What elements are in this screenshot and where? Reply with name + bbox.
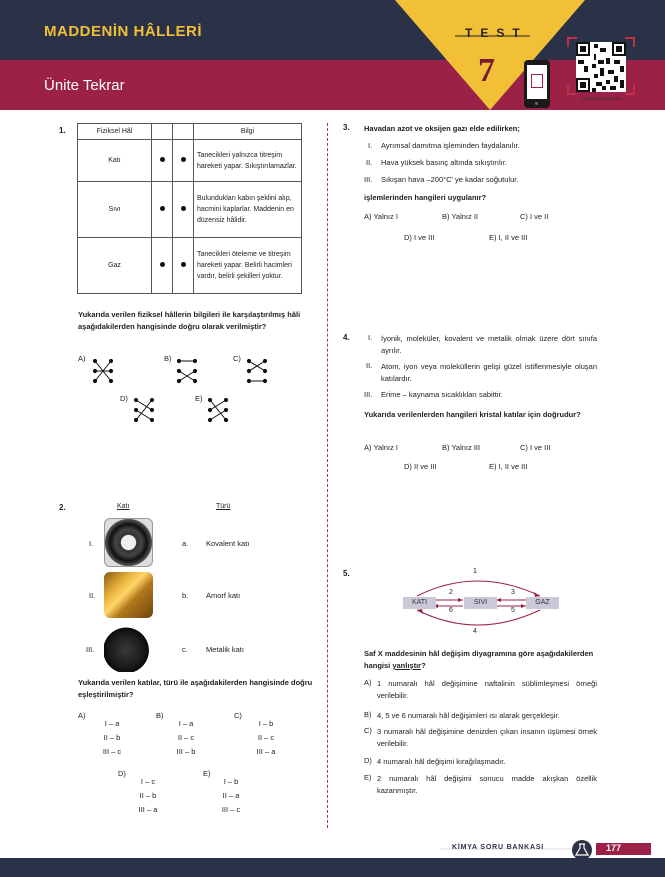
q2-type: Amorf katı (206, 591, 241, 600)
q2-option-line: I – b (258, 719, 274, 728)
q1-option-label[interactable]: A) (78, 354, 86, 363)
gold-bars-image (104, 572, 153, 618)
q1-option-d-diagram[interactable] (133, 397, 155, 423)
q3-option[interactable]: C) I ve II (520, 212, 549, 221)
q4-question: Yukarıda verilenlerden hangileri kristal katılar için doğrudur? (364, 410, 581, 419)
q1-question: Yukarıda verilen fiziksel hâllerin bilgileri ile karşılaştırılmış hâli aşağıdakilerden hangisinde doğru olarak verilmiştir? (78, 310, 301, 331)
q2-option-line: III – b (176, 747, 196, 756)
q3-number: 3. (343, 123, 350, 132)
q1-option-label[interactable]: B) (164, 354, 172, 363)
q5-option-text[interactable]: 1 numaralı hâl değişimine naftalinin süblimleşmesi örneği verilebilir. (377, 679, 597, 700)
q5-option-text[interactable]: 2 numaralı hâl değişimi sonucu madde akışkan özellik kazanmıştır. (377, 774, 597, 795)
q2-type: Kovalent katı (206, 539, 250, 548)
q1-header-info: Bilgi (194, 124, 302, 140)
q2-option[interactable] (234, 711, 294, 756)
q5-stem-text: Saf X maddesinin hâl değişim diyagramına göre aşağıdakilerden hangisi (364, 649, 594, 670)
dot-icon (181, 157, 186, 162)
q2-option[interactable] (156, 711, 216, 756)
arrow-label: 6 (449, 607, 453, 614)
dot-icon (160, 157, 165, 162)
q2-option[interactable] (203, 769, 263, 814)
q1-header-state: Fiziksel Hâl (78, 124, 152, 140)
q1-option-b-diagram[interactable] (176, 358, 198, 384)
q1-option-label[interactable]: E) (195, 394, 203, 403)
q2-roman: I. (89, 539, 94, 548)
q5-stem-end: ? (421, 661, 426, 670)
dot-icon (181, 206, 186, 211)
q2-option-line: II – a (222, 791, 240, 800)
q2-option-label: B) (156, 711, 164, 720)
q2-option-line: III – c (102, 747, 122, 756)
q5-option-text[interactable]: 4, 5 ve 6 numaralı hâl değişimleri ısı alarak gerçekleşir. (377, 711, 560, 720)
q3-item: Ayrımsal damıtma işleminden faydalanılır. (381, 141, 520, 150)
q2-question: Yukarıda verilen katılar, türü ile aşağıdakilerden hangisinde doğru eşleştirilmiştir? (78, 678, 313, 699)
q1-state: Gaz (78, 238, 152, 294)
q2-roman: II. (89, 591, 96, 600)
q3-roman: III. (364, 175, 373, 184)
q2-option-line: I – a (178, 719, 194, 728)
q4-roman: II. (366, 361, 373, 370)
q2-type: Metalik katı (206, 645, 244, 654)
q2-option-line: II – c (177, 733, 195, 742)
q2-letter: b. (182, 591, 189, 600)
q2-option-line: I – a (104, 719, 120, 728)
q5-option-text[interactable]: 4 numaralı hâl değişimi kırağılaşmadır. (377, 757, 506, 766)
q5-option-label[interactable]: D) (364, 756, 372, 765)
q2-option-line: I – c (140, 777, 156, 786)
q4-item: İyonik, moleküler, kovalent ve metalik olmak üzere dört sınıfa ayrılır. (381, 334, 597, 355)
q2-option-label: E) (203, 769, 211, 778)
q4-option[interactable]: E) I, II ve III (489, 462, 528, 471)
q2-option[interactable] (78, 711, 138, 756)
q3-question: işlemlerinden hangileri uygulanır? (364, 193, 487, 202)
footer-bar (0, 858, 665, 877)
q2-letter: a. (182, 539, 189, 548)
q1-option-label[interactable]: C) (233, 354, 241, 363)
q2-option-line: III – a (138, 805, 158, 814)
q2-option-label: A) (78, 711, 86, 720)
q1-number: 1. (59, 126, 66, 135)
q2-col-solid: Katı (117, 503, 130, 510)
arrow-label: 5 (511, 607, 515, 614)
solid-box: KATI (403, 597, 436, 609)
book-title: KİMYA SORU BANKASI (452, 844, 545, 851)
q3-roman: I. (368, 141, 373, 150)
q3-item: Hava yüksek basınç altında sıkıştırılır. (381, 158, 507, 167)
q2-option-line: II – b (103, 733, 121, 742)
dot-icon (160, 206, 165, 211)
q2-option-label: D) (118, 769, 126, 778)
liquid-box: SIVI (464, 597, 497, 609)
q5-option-label[interactable]: B) (364, 710, 372, 719)
q2-number: 2. (59, 503, 66, 512)
unit-subtitle: Ünite Tekrar (44, 77, 125, 94)
q1-row (78, 182, 302, 238)
q1-header-row (78, 124, 302, 140)
q2-option-line: II – b (139, 791, 157, 800)
q4-option[interactable]: D) II ve III (404, 462, 437, 471)
scan-frame-icon (531, 74, 543, 88)
q2-option-line: III – c (221, 805, 241, 814)
q1-option-e-diagram[interactable] (207, 397, 229, 423)
arrow-label: 1 (473, 568, 477, 575)
q2-col-type: Türü (216, 503, 231, 510)
q3-stem: Havadan azot ve oksijen gazı elde edilirken; (364, 124, 520, 133)
q4-roman: I. (368, 333, 373, 342)
q4-item: Erime – kaynama sıcaklıkları sabittir. (381, 390, 503, 399)
coal-image (104, 624, 153, 672)
q1-info: Bulundukları kabın şeklini alıp, hacmini kaplarlar. Maddenin en düzensiz hâlidir. (194, 182, 302, 238)
q3-item: Sıkışan hava –200°C' ye kadar soğutulur. (381, 175, 519, 184)
q2-option-label: C) (234, 711, 242, 720)
page-number: 177 (606, 843, 622, 853)
arrow-label: 2 (449, 589, 453, 596)
q1-row (78, 140, 302, 182)
q4-roman: III. (364, 390, 373, 399)
q1-state: Katı (78, 140, 152, 182)
qr-code-icon[interactable] (576, 42, 626, 92)
q1-option-a-diagram[interactable] (92, 358, 114, 384)
q2-letter: c. (182, 645, 188, 654)
arrow-label: 4 (473, 628, 477, 635)
q3-option[interactable]: E) I, II ve III (489, 233, 528, 242)
q5-stem-emphasis: yanlıştır (392, 661, 422, 670)
dot-icon (160, 262, 165, 267)
q1-option-c-diagram[interactable] (246, 358, 268, 384)
q5-number: 5. (343, 569, 350, 578)
arrow-label: 3 (511, 589, 515, 596)
q5-option-label[interactable]: A) (364, 678, 372, 687)
test-number: 7 (478, 52, 495, 89)
q1-info: Tanecikleri yalnızca titreşim hareketi yapar. Sıkıştırılamazlar. (194, 140, 302, 182)
q5-stem (364, 648, 598, 672)
q4-option[interactable]: B) Yalnız III (442, 443, 481, 452)
tire-image (104, 518, 153, 567)
q5-option-label[interactable]: C) (364, 726, 372, 735)
q1-header-empty (152, 124, 173, 140)
q1-header-empty (173, 124, 194, 140)
q1-row (78, 238, 302, 294)
q5-option-label[interactable]: E) (364, 773, 372, 782)
q3-option[interactable]: D) I ve III (404, 233, 435, 242)
chapter-title: MADDENİN HÂLLERİ (44, 23, 202, 40)
q2-option-line: I – b (223, 777, 239, 786)
q3-roman: II. (366, 158, 373, 167)
q4-option[interactable]: C) I ve III (520, 443, 551, 452)
gas-box: GAZ (526, 597, 559, 609)
column-divider (327, 123, 328, 828)
q4-item: Atom, iyon veya moleküllerin gelişi güzel istiflenmesiyle oluşan katılardır. (381, 362, 597, 383)
q2-roman: III. (86, 645, 95, 654)
q2-option-line: II – c (257, 733, 275, 742)
q4-number: 4. (343, 333, 350, 342)
phone-button (535, 102, 538, 105)
q1-state: Sıvı (78, 182, 152, 238)
q1-table (77, 123, 302, 294)
q1-info: Tanecikleri öteleme ve titreşim hareketi yapar. Belirli hacimleri vardır, belirli şekilleri yoktur. (194, 238, 302, 294)
q3-option[interactable]: A) Yalnız I (364, 212, 398, 221)
test-label: TEST (465, 26, 528, 40)
q3-option[interactable]: B) Yalnız II (442, 212, 478, 221)
q4-option[interactable]: A) Yalnız I (364, 443, 398, 452)
q1-option-label[interactable]: D) (120, 394, 128, 403)
dot-icon (181, 262, 186, 267)
q2-option[interactable] (118, 769, 178, 814)
page-number-box (596, 843, 651, 855)
q2-option-line: III – a (256, 747, 276, 756)
qr-caption: LY09KMYSB22-046 (581, 96, 621, 101)
q5-option-text[interactable]: 3 numaralı hâl değişimine denizden çıkan insanın üşümesi örnek verilebilir. (377, 727, 597, 748)
